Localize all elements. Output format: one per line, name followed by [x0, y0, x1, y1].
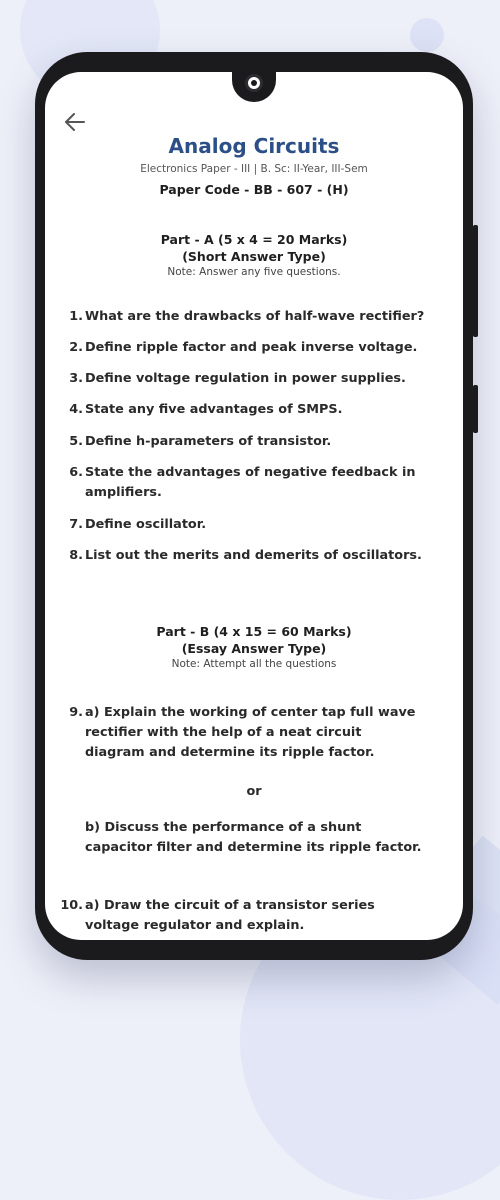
- back-button[interactable]: [62, 110, 88, 134]
- phone-screen: Analog Circuits Electronics Paper - III | B. Sc: II-Year, III-Sem Paper Code - BB - 607 - (H) Part - A (5 x 4 = 20 Marks) (Short Answer Type) Note: Answer any five questions. 1. What are the drawbacks of half-wave rectifier? 2. Define ripple factor and peak inverse voltage. 3. Define voltage regulation in power supplies. 4. State any five advantages of SMPS. 5. Define h-parameters of transistor. 6. State the advantages of negative feedback in amplifiers. 7. Define oscillator. 8. List out the merits and demerits of oscillators. Part - B (4 x 15 = 60 Marks) (Essay Answer Type) Note: Attempt all the questions 9. a) Explain the working of center tap full wave rectifier with the help of a neat circuit diagram and determine its ripple factor. or b) Discuss the performance of a shunt capacitor filter and determine its ripple factor. 10. a) Draw the circuit of a transistor series voltage regulator and explain.: [45, 72, 463, 940]
- part-a-type: (Short Answer Type): [182, 249, 326, 264]
- page-title: Analog Circuits: [168, 134, 340, 158]
- background-dot: [410, 18, 444, 52]
- phone-side-button: [473, 225, 478, 337]
- part-a-header: [45, 231, 463, 280]
- phone-side-button: [473, 385, 478, 433]
- part-b-note: Note: Attempt all the questions: [171, 658, 337, 670]
- or-separator: or: [246, 784, 262, 799]
- part-a-heading: Part - A (5 x 4 = 20 Marks): [160, 232, 348, 247]
- paper-subtitle: Electronics Paper - III | B. Sc: II-Year, III-Sem: [140, 163, 368, 175]
- part-b-heading: Part - B (4 x 15 = 60 Marks): [156, 624, 352, 639]
- part-b-header: [45, 623, 463, 672]
- arrow-left-icon: [62, 110, 88, 134]
- part-b-type: (Essay Answer Type): [181, 641, 327, 656]
- camera-icon: [245, 74, 263, 92]
- paper-code: Paper Code - BB - 607 - (H): [159, 182, 349, 197]
- part-a-note: Note: Answer any five questions.: [167, 266, 341, 278]
